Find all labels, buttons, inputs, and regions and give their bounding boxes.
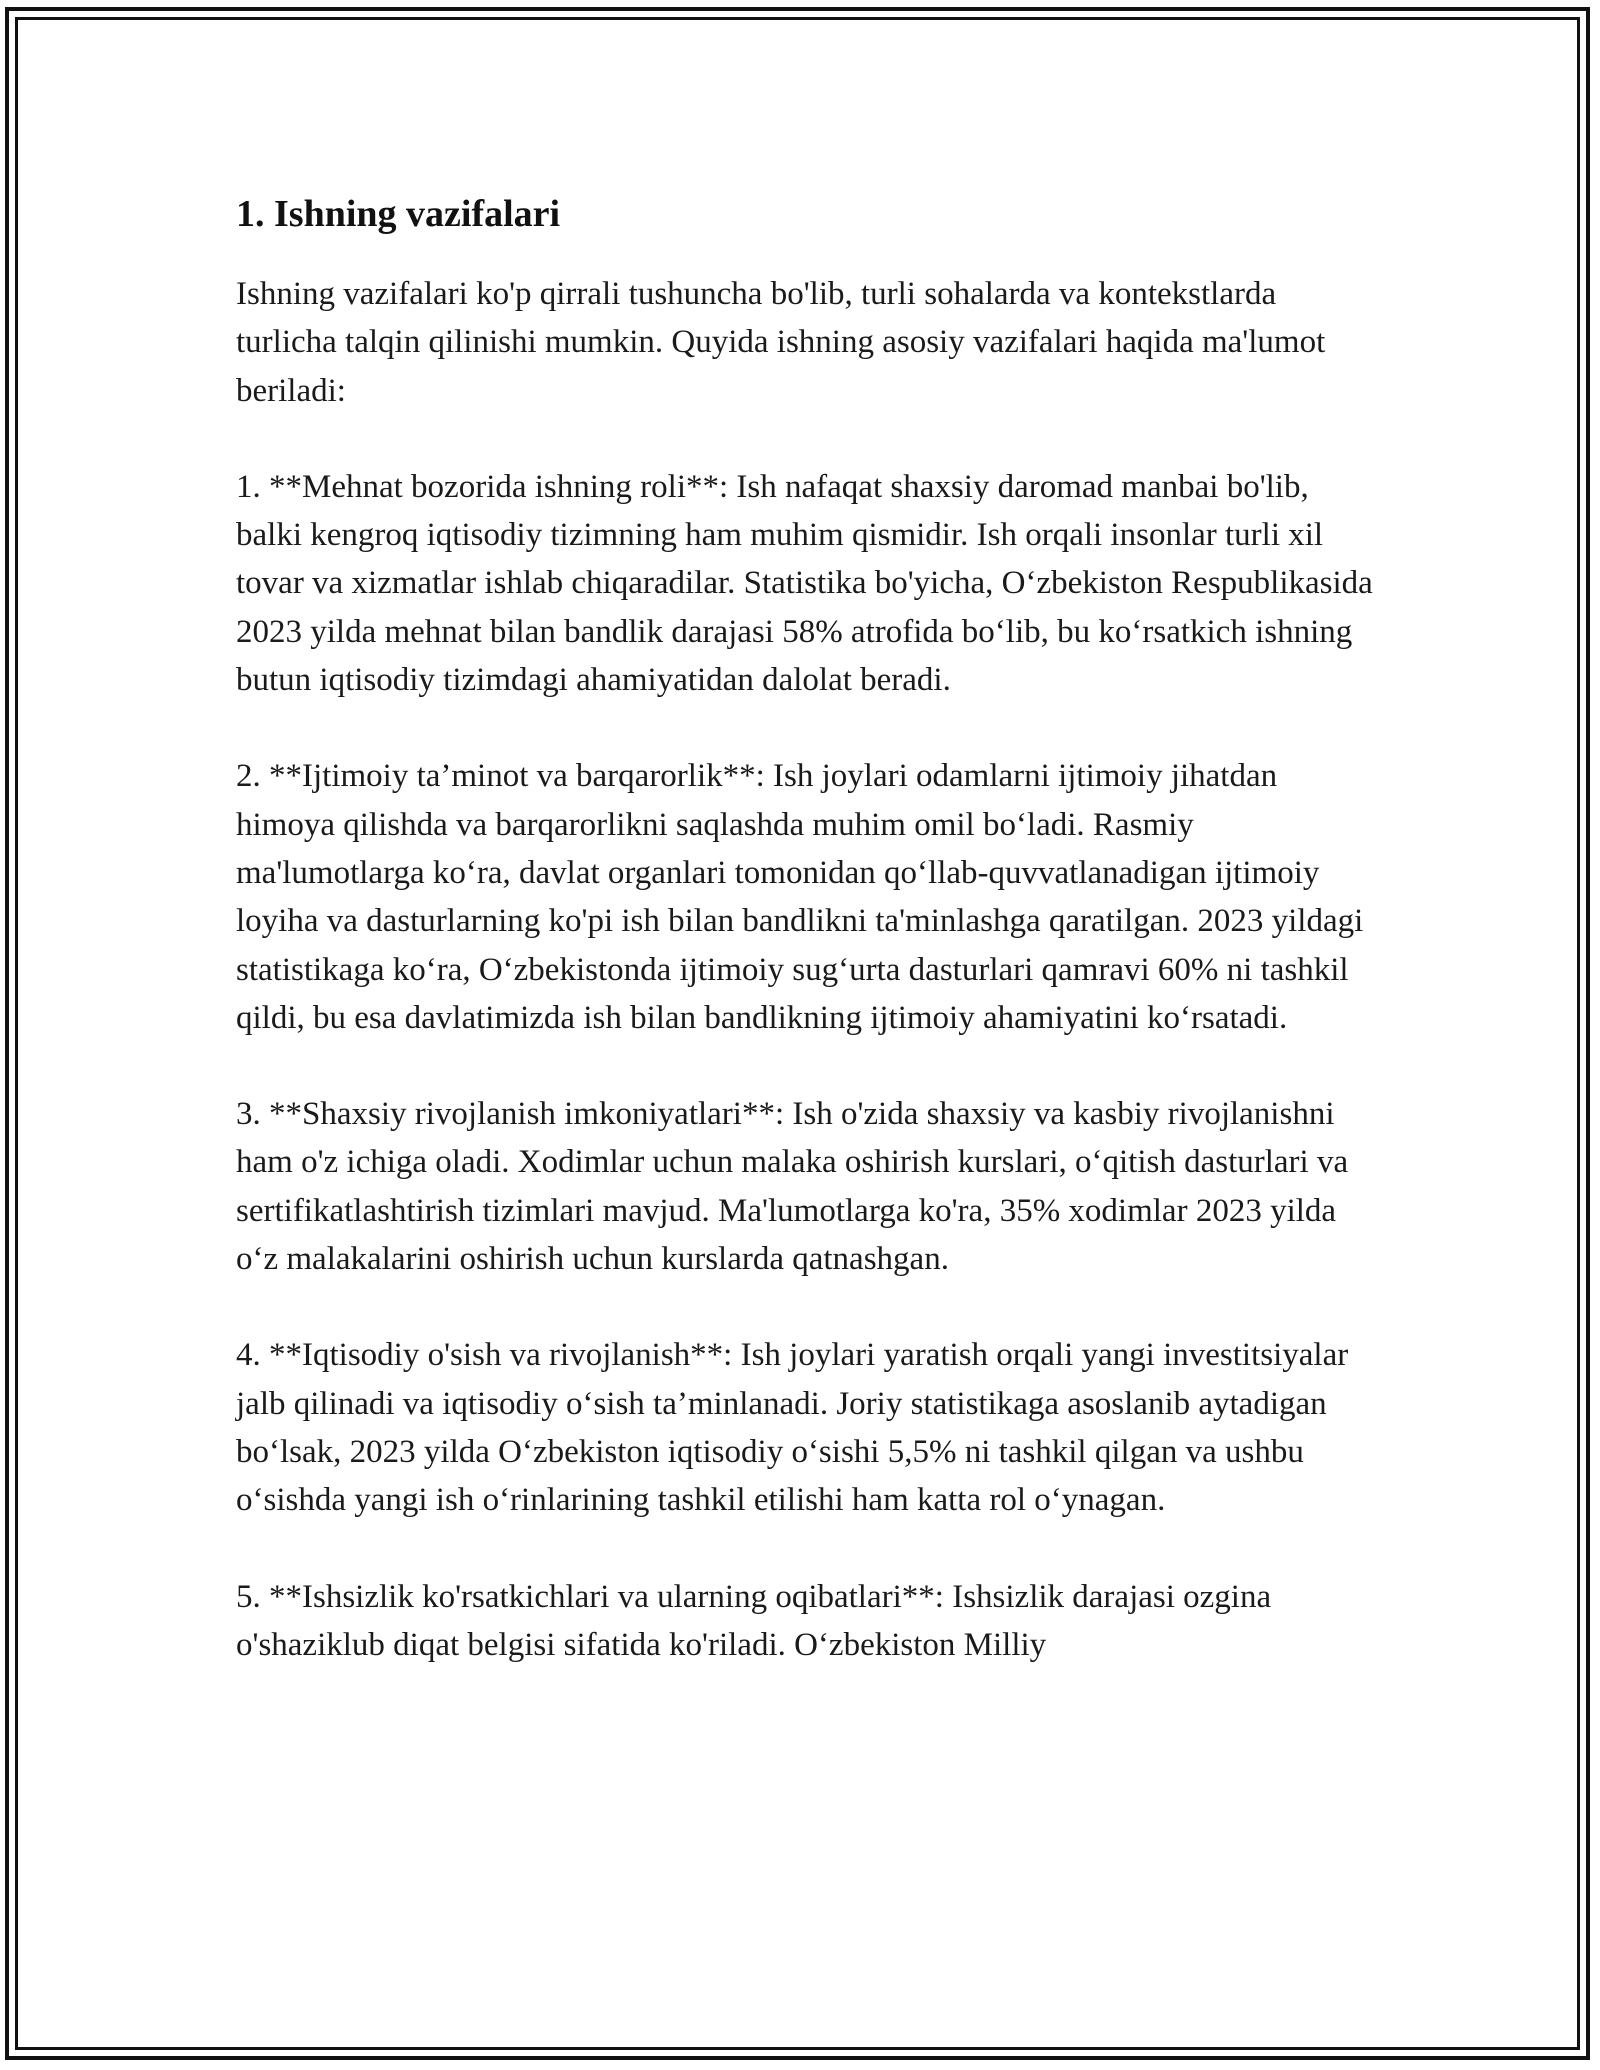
document-body	[236, 186, 1376, 1669]
section-heading: 1. Ishning vazifalari	[236, 193, 561, 235]
intro-paragraph: Ishning vazifalari ko'p qirrali tushuncha bo'lib, turli sohalarda va kontekstlarda turlicha talqin qilinishi mumkin. Quyida ishning asosiy vazifalari haqida ma'lumot beriladi:	[236, 276, 1326, 409]
paragraph-unemployment: 5. **Ishsizlik ko'rsatkichlari va ularning oqibatlari**: Ishsizlik darajasi ozgina o'shaziklub diqat belgisi sifatida ko'riladi. O‘zbekiston Milliy	[236, 1578, 1272, 1663]
paragraph-labor-market: 1. **Mehnat bozorida ishning roli**: Ish nafaqat shaxsiy daromad manbai bo'lib, balki kengroq iqtisodiy tizimning ham muhim qismidir. Ish orqali insonlar turli xil tovar va xizmatlar ishlab chiqaradilar. Statistika bo'yicha, O‘zbekiston Respublikasida 2023 yilda mehnat bilan bandlik darajasi 58% atrofida bo‘lib, bu ko‘rsatkich ishning butun iqtisodiy tizimdagi ahamiyatidan dalolat beradi.	[236, 468, 1373, 699]
paragraph-social-security: 2. **Ijtimoiy ta’minot va barqarorlik**: Ish joylari odamlarni ijtimoiy jihatdan himoya qilishda va barqarorlikni saqlashda muhim omil bo‘ladi. Rasmiy ma'lumotlarga ko‘ra, davlat organlari tomonidan qo‘llab-quvvatlanadigan ijtimoiy loyiha va dasturlarning ko'pi ish bilan bandlikni ta'minlashga qaratilgan. 2023 yildagi statistikaga ko‘ra, O‘zbekistonda ijtimoiy sug‘urta dasturlari qamravi 60% ni tashkil qildi, bu esa davlatimizda ish bilan bandlikning ijtimoiy ahamiyatini ko‘rsatadi.	[236, 758, 1364, 1036]
paragraph-personal-development: 3. **Shaxsiy rivojlanish imkoniyatlari**: Ish o'zida shaxsiy va kasbiy rivojlanishni ham o'z ichiga oladi. Xodimlar uchun malaka oshirish kurslari, o‘qitish dasturlari va sertifikatlashtirish tizimlari mavjud. Ma'lumotlarga ko'ra, 35% xodimlar 2023 yilda o‘z malakalarini oshirish uchun kurslarda qatnashgan.	[236, 1096, 1349, 1278]
paragraph-economic-growth: 4. **Iqtisodiy o'sish va rivojlanish**: Ish joylari yaratish orqali yangi investitsiyalar jalb qilinadi va iqtisodiy o‘sish ta’minlanadi. Joriy statistikaga asoslanib aytadigan bo‘lsak, 2023 yilda O‘zbekiston iqtisodiy o‘sishi 5,5% ni tashkil qilgan va ushbu o‘sishda yangi ish o‘rinlarining tashkil etilishi ham katta rol o‘ynagan.	[236, 1337, 1349, 1519]
